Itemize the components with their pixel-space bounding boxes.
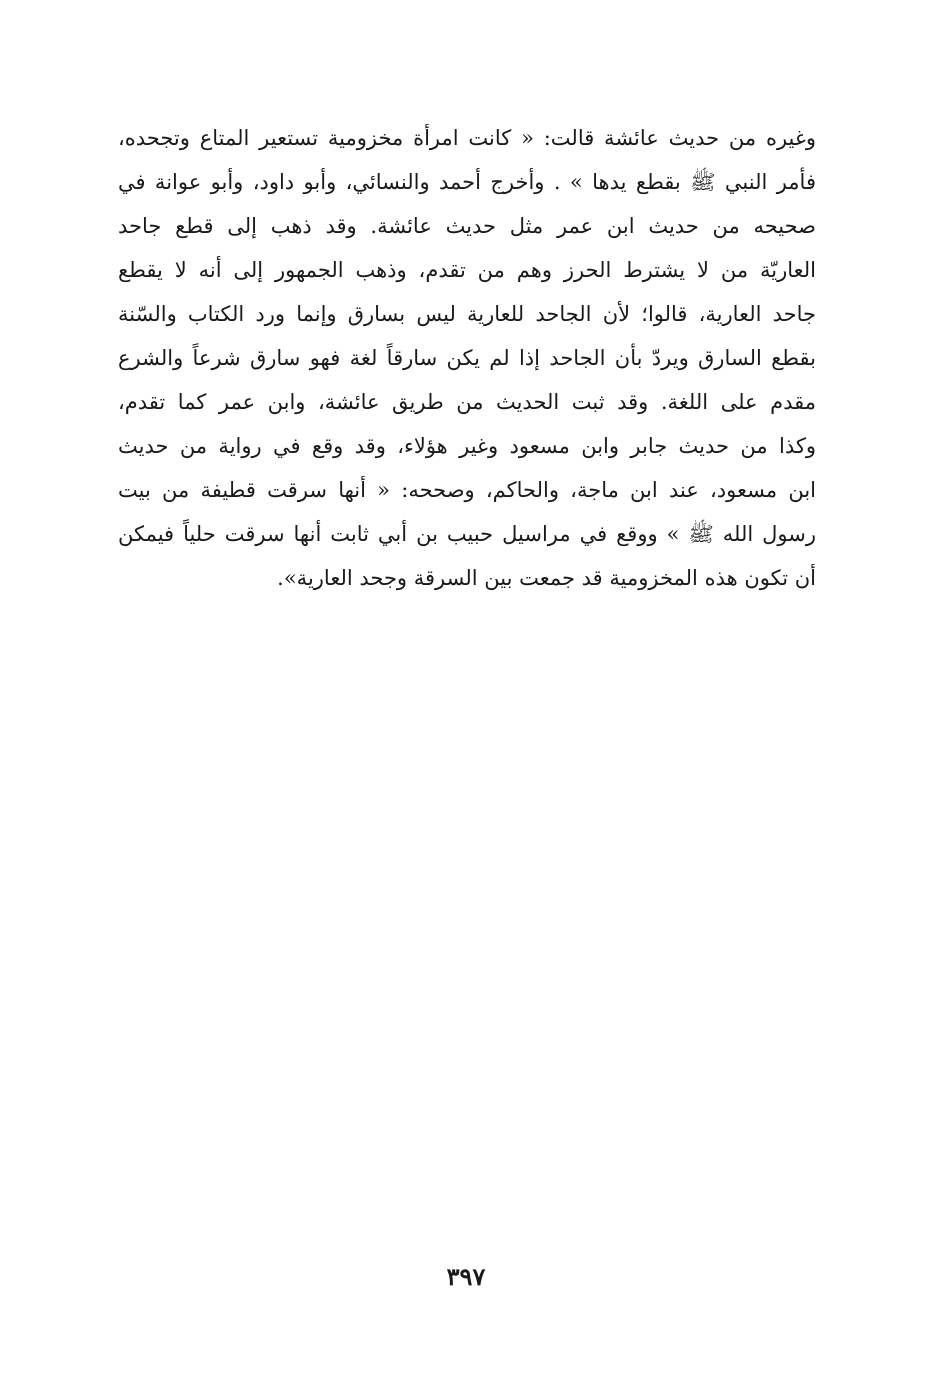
text-line: العاريّة من لا يشترط الحرز وهم من تقدم، وذهب الجمهور إلى أنه لا يقطع [118,258,816,282]
text-line: فأمر النبي ﷺ بقطع يدها » . وأخرج أحمد والنسائي، وأبو داود، وأبو عوانة في [118,170,816,194]
text-line: ابن مسعود، عند ابن ماجة، والحاكم، وصححه: « أنها سرقت قطيفة من بيت [118,478,816,502]
text-line: وغيره من حديث عائشة قالت: « كانت امرأة مخزومية تستعير المتاع وتجحده، [118,126,816,150]
text-line: أن تكون هذه المخزومية قد جمعت بين السرقة وجحد العارية». [277,566,816,590]
text-line: مقدم على اللغة. وقد ثبت الحديث من طريق عائشة، وابن عمر كما تقدم، [118,390,816,414]
text-line: جاحد العارية، قالوا؛ لأن الجاحد للعارية ليس بسارق وإنما ورد الكتاب والسّنة [118,302,816,326]
page-number: ٣٩٧ [446,1262,486,1291]
text-line: رسول الله ﷺ » ووقع في مراسيل حبيب بن أبي ثابت أنها سرقت حلياً فيمكن [118,522,816,546]
text-line: وكذا من حديث جابر وابن مسعود وغير هؤلاء، وقد وقع في رواية من حديث [118,434,816,458]
text-line: صحيحه من حديث ابن عمر مثل حديث عائشة. وقد ذهب إلى قطع جاحد [118,214,816,238]
body-text [118,116,816,600]
text-line: بقطع السارق ويردّ بأن الجاحد إذا لم يكن سارقاً لغة فهو سارق شرعاً والشرع [118,346,816,370]
